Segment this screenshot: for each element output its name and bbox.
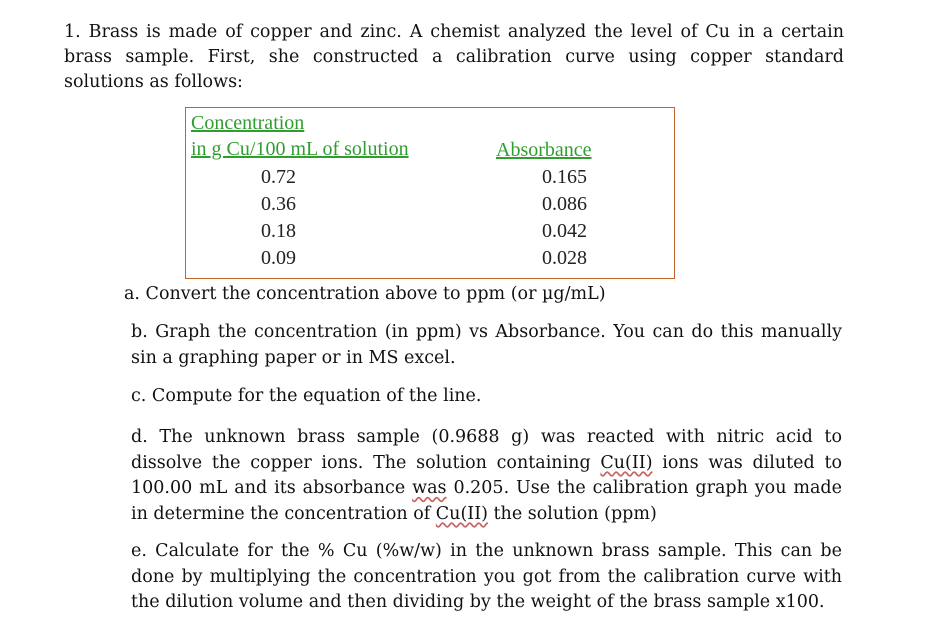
absorbance-value: 0.165 xyxy=(542,166,587,188)
concentration-header-line2: in g Cu/100 mL of solution xyxy=(191,138,409,160)
question-number: 1. xyxy=(64,22,81,42)
question-d-text: the solution (ppm) xyxy=(487,503,657,524)
absorbance-value: 0.086 xyxy=(542,193,587,215)
question-d xyxy=(131,425,842,527)
absorbance-value: 0.028 xyxy=(542,247,587,269)
cu-ii-term: Cu(II) xyxy=(600,452,653,473)
absorbance-value: 0.042 xyxy=(542,220,587,242)
cu-ii-term: Cu(II) xyxy=(435,503,488,524)
calibration-table xyxy=(185,107,675,279)
question-a: a. Convert the concentration above to ppm (or µg/mL) xyxy=(124,284,606,304)
concentration-value: 0.36 xyxy=(261,193,296,215)
question-d-text: d. The unknown brass sample (0.9688 g) was reacted with nitric acid to dissolve the copper ions. The solution containing xyxy=(131,427,842,473)
question-b: b. Graph the concentration (in ppm) vs Absorbance. You can do this manually sin a graphing paper or in MS excel. xyxy=(131,322,842,368)
was-term: was xyxy=(412,478,447,498)
question-d-text: 0.205. Use the calibration graph you made in determine the concentration of xyxy=(131,478,842,524)
intro-paragraph xyxy=(64,20,844,95)
concentration-value: 0.09 xyxy=(261,247,296,269)
intro-text: Brass is made of copper and zinc. A chemist analyzed the level of Cu in a certain brass sample. First, she constructed a calibration curve using copper standard solutions as follows: xyxy=(64,22,844,92)
concentration-header-line1: Concentration xyxy=(191,112,305,134)
concentration-value: 0.18 xyxy=(261,220,296,242)
question-d-text: ions was diluted to 100.00 mL and its absorbance xyxy=(131,452,843,498)
concentration-column xyxy=(261,164,296,272)
concentration-header xyxy=(191,110,409,162)
absorbance-column xyxy=(542,164,587,272)
question-c: c. Compute for the equation of the line. xyxy=(131,386,482,406)
question-e: e. Calculate for the % Cu (%w/w) in the unknown brass sample. This can be done by multiplying the concentration you got from the calibration curve with the dilution volume and then dividing by the weight of the brass sample x100. xyxy=(131,541,842,612)
concentration-value: 0.72 xyxy=(261,166,296,188)
absorbance-header: Absorbance xyxy=(496,139,592,161)
